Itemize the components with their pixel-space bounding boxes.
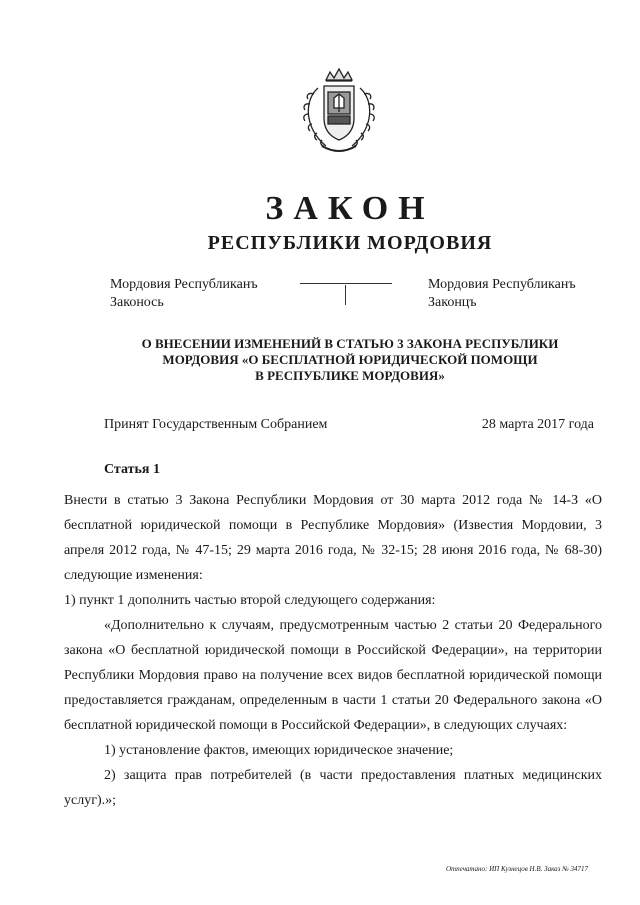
article-paragraph: «Дополнительно к случаям, предусмотренным частью 2 статьи 20 Федерального закона «О бесплатной юридической помощи в Российской Федерации», на территории Республики Мордовия право на получение всех видов бесплатной юридической помощи предоставляется гражданам, определенным в части 1 статьи 20 Федерального закона «О бесплатной юридической помощи в Российской Федерации», в следующих случаях: — [64, 618, 602, 733]
article-paragraph: 1) установление фактов, имеющих юридическое значение; — [104, 743, 454, 758]
print-note: Отпечатано: ИП Кузнецов Н.В. Заказ № 34717 — [445, 865, 588, 873]
article-paragraph: Внести в статью 3 Закона Республики Мордовия от 30 марта 2012 года № 14-З «О бесплатной юридической помощи в Республике Мордовия» (Известия Мордовии, 3 апреля 2012 года, № 47-15; 29 марта 2016 года, № 32-15; 28 июня 2016 года, № 68-30) следующие изменения: — [64, 493, 602, 583]
bilingual-left — [110, 276, 258, 312]
article-paragraph: 2) защита прав потребителей (в части предоставления платных медицинских услуг).»; — [64, 768, 602, 808]
bilingual-left-line1: Мордовия Республиканъ — [110, 277, 258, 292]
center-divider-horizontal — [300, 283, 392, 284]
article-paragraph: 1) пункт 1 дополнить частью второй следующего содержания: — [64, 593, 436, 608]
bilingual-right-line1: Мордовия Республиканъ — [428, 277, 576, 292]
bilingual-right-line2: Законцъ — [428, 295, 477, 310]
bilingual-right — [428, 276, 576, 312]
adoption-date: 28 марта 2017 года — [481, 417, 594, 432]
law-title: ЗАКОН — [265, 190, 435, 227]
law-heading — [110, 336, 590, 384]
heading-line2: МОРДОВИЯ «О БЕСПЛАТНОЙ ЮРИДИЧЕСКОЙ ПОМОЩИ — [162, 352, 538, 367]
heading-line3: В РЕСПУБЛИКЕ МОРДОВИЯ» — [255, 368, 445, 383]
law-subtitle: РЕСПУБЛИКИ МОРДОВИЯ — [207, 232, 493, 254]
bilingual-left-line2: Законось — [110, 295, 164, 310]
article-body — [64, 488, 602, 813]
center-divider-vertical — [345, 285, 346, 305]
heading-line1: О ВНЕСЕНИИ ИЗМЕНЕНИЙ В СТАТЬЮ 3 ЗАКОНА РЕСПУБЛИКИ — [141, 336, 559, 351]
article-title: Статья 1 — [104, 462, 160, 477]
adopted-by: Принят Государственным Собранием — [104, 417, 328, 432]
coat-of-arms-emblem-icon — [296, 66, 382, 158]
